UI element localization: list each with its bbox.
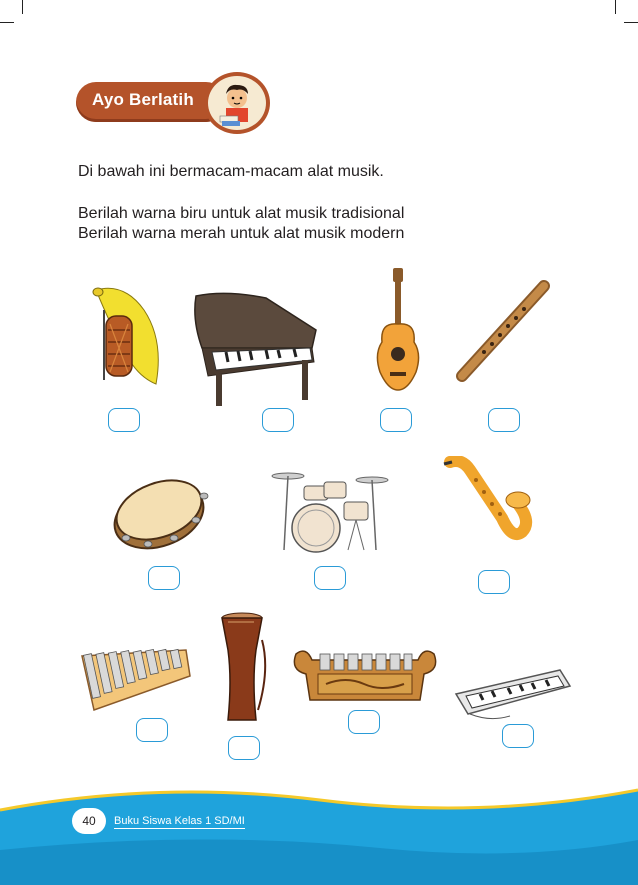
book-title: Buku Siswa Kelas 1 SD/MI <box>114 815 245 827</box>
saxophone-icon <box>440 456 540 556</box>
answer-box[interactable] <box>136 718 168 742</box>
drum-set-icon <box>268 466 392 556</box>
intro-text: Di bawah ini bermacam-macam alat musik. <box>78 163 384 180</box>
answer-box[interactable] <box>314 566 346 590</box>
student-reading-icon <box>204 72 270 134</box>
instruction-red: Berilah warna merah untuk alat musik modern <box>78 225 405 242</box>
banner-title: Ayo Berlatih <box>92 90 194 109</box>
answer-box[interactable] <box>148 566 180 590</box>
instruction-blue: Berilah warna biru untuk alat musik tradisional <box>78 205 405 222</box>
xylophone-icon <box>76 636 194 716</box>
crop-mark <box>624 22 638 23</box>
answer-box[interactable] <box>348 710 380 734</box>
section-banner <box>76 70 276 136</box>
grand-piano-icon <box>186 290 326 412</box>
answer-box[interactable] <box>478 570 510 594</box>
crop-mark <box>22 0 23 14</box>
answer-box[interactable] <box>262 408 294 432</box>
answer-box[interactable] <box>228 736 260 760</box>
page-number: 40 <box>72 808 106 834</box>
answer-box[interactable] <box>380 408 412 432</box>
gamelan-saron-icon <box>290 640 440 710</box>
angklung-icon <box>84 280 176 390</box>
answer-box[interactable] <box>108 408 140 432</box>
answer-box[interactable] <box>502 724 534 748</box>
answer-box[interactable] <box>488 408 520 432</box>
keyboard-icon <box>450 664 574 724</box>
tambourine-icon <box>106 470 212 554</box>
tifa-drum-icon <box>214 610 270 726</box>
flute-icon <box>452 278 552 384</box>
crop-mark <box>615 0 616 14</box>
crop-mark <box>0 22 14 23</box>
guitar-icon <box>366 262 428 394</box>
